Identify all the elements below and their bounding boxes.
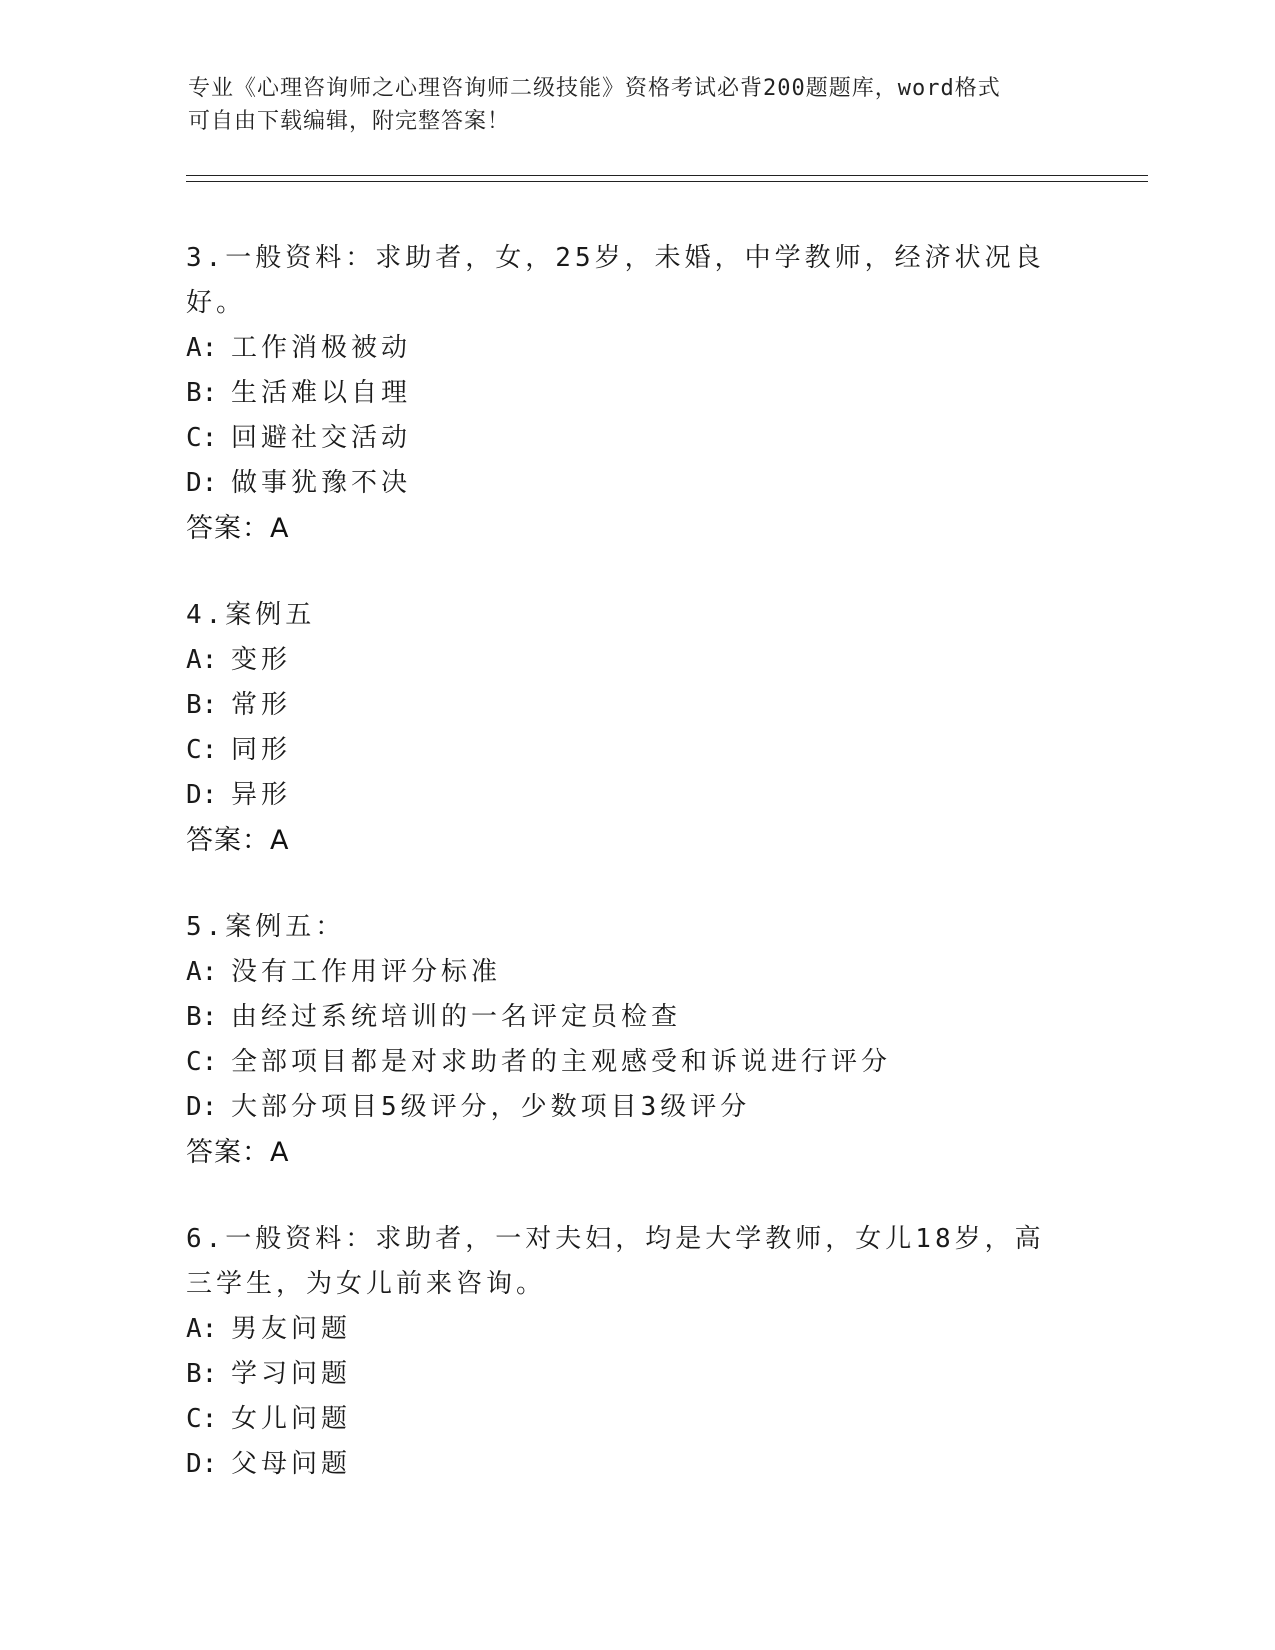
question-text: 3.一般资料：求助者，女，25岁，未婚，中学教师，经济状况良好。 — [186, 243, 1045, 318]
header-divider-bottom — [186, 181, 1148, 182]
option-text: 做事犹豫不决 — [231, 468, 412, 498]
option-text: 变形 — [231, 645, 292, 675]
option-letter: A: — [186, 333, 218, 363]
option-a — [186, 638, 1086, 683]
option-letter: A: — [186, 957, 218, 987]
option-c — [186, 728, 1086, 773]
option-text: 大部分项目5级评分，少数项目3级评分 — [231, 1092, 751, 1122]
option-letter: B: — [186, 1359, 218, 1389]
option-d — [186, 1442, 1086, 1487]
option-letter: A: — [186, 645, 218, 675]
option-d — [186, 461, 1086, 506]
option-letter: B: — [186, 1002, 218, 1032]
question-5 — [186, 905, 1086, 1175]
header-line-1: 专业《心理咨询师之心理咨询师二级技能》资格考试必背200题题库，word格式 — [188, 76, 1001, 101]
option-a — [186, 326, 1086, 371]
option-text: 异形 — [231, 780, 292, 810]
option-text: 由经过系统培训的一名评定员检查 — [231, 1002, 682, 1032]
option-d — [186, 773, 1086, 818]
option-letter: B: — [186, 378, 218, 408]
answer-label: 答案：A — [186, 825, 290, 856]
option-letter: D: — [186, 468, 218, 498]
question-3 — [186, 236, 1086, 551]
option-text: 常形 — [231, 690, 292, 720]
option-text: 同形 — [231, 735, 292, 765]
question-text: 6.一般资料：求助者，一对夫妇，均是大学教师，女儿18岁，高三学生，为女儿前来咨询。 — [186, 1224, 1045, 1299]
answer-label: 答案：A — [186, 1137, 290, 1168]
option-c — [186, 1040, 1086, 1085]
question-4 — [186, 593, 1086, 863]
option-c — [186, 1397, 1086, 1442]
option-text: 全部项目都是对求助者的主观感受和诉说进行评分 — [231, 1047, 892, 1077]
header-divider-top — [186, 175, 1148, 176]
option-b — [186, 1352, 1086, 1397]
option-text: 父母问题 — [231, 1449, 352, 1479]
option-letter: C: — [186, 423, 218, 453]
option-text: 男友问题 — [231, 1314, 352, 1344]
option-letter: D: — [186, 780, 218, 810]
option-letter: D: — [186, 1092, 218, 1122]
option-letter: B: — [186, 690, 218, 720]
option-letter: C: — [186, 1047, 218, 1077]
option-b — [186, 995, 1086, 1040]
question-6 — [186, 1217, 1086, 1487]
option-text: 女儿问题 — [231, 1404, 352, 1434]
option-text: 学习问题 — [231, 1359, 352, 1389]
option-letter: D: — [186, 1449, 218, 1479]
option-c — [186, 416, 1086, 461]
question-list — [186, 236, 1086, 1529]
option-d — [186, 1085, 1086, 1130]
option-letter: C: — [186, 735, 218, 765]
option-b — [186, 371, 1086, 416]
option-letter: A: — [186, 1314, 218, 1344]
option-letter: C: — [186, 1404, 218, 1434]
option-text: 生活难以自理 — [231, 378, 412, 408]
document-header — [188, 72, 1068, 138]
option-text: 工作消极被动 — [231, 333, 412, 363]
question-text: 5.案例五： — [186, 912, 346, 942]
option-text: 没有工作用评分标准 — [231, 957, 502, 987]
question-text: 4.案例五 — [186, 600, 316, 630]
option-text: 回避社交活动 — [231, 423, 412, 453]
answer-label: 答案：A — [186, 513, 290, 544]
option-a — [186, 950, 1086, 995]
header-line-2: 可自由下载编辑，附完整答案！ — [188, 109, 511, 134]
option-a — [186, 1307, 1086, 1352]
option-b — [186, 683, 1086, 728]
